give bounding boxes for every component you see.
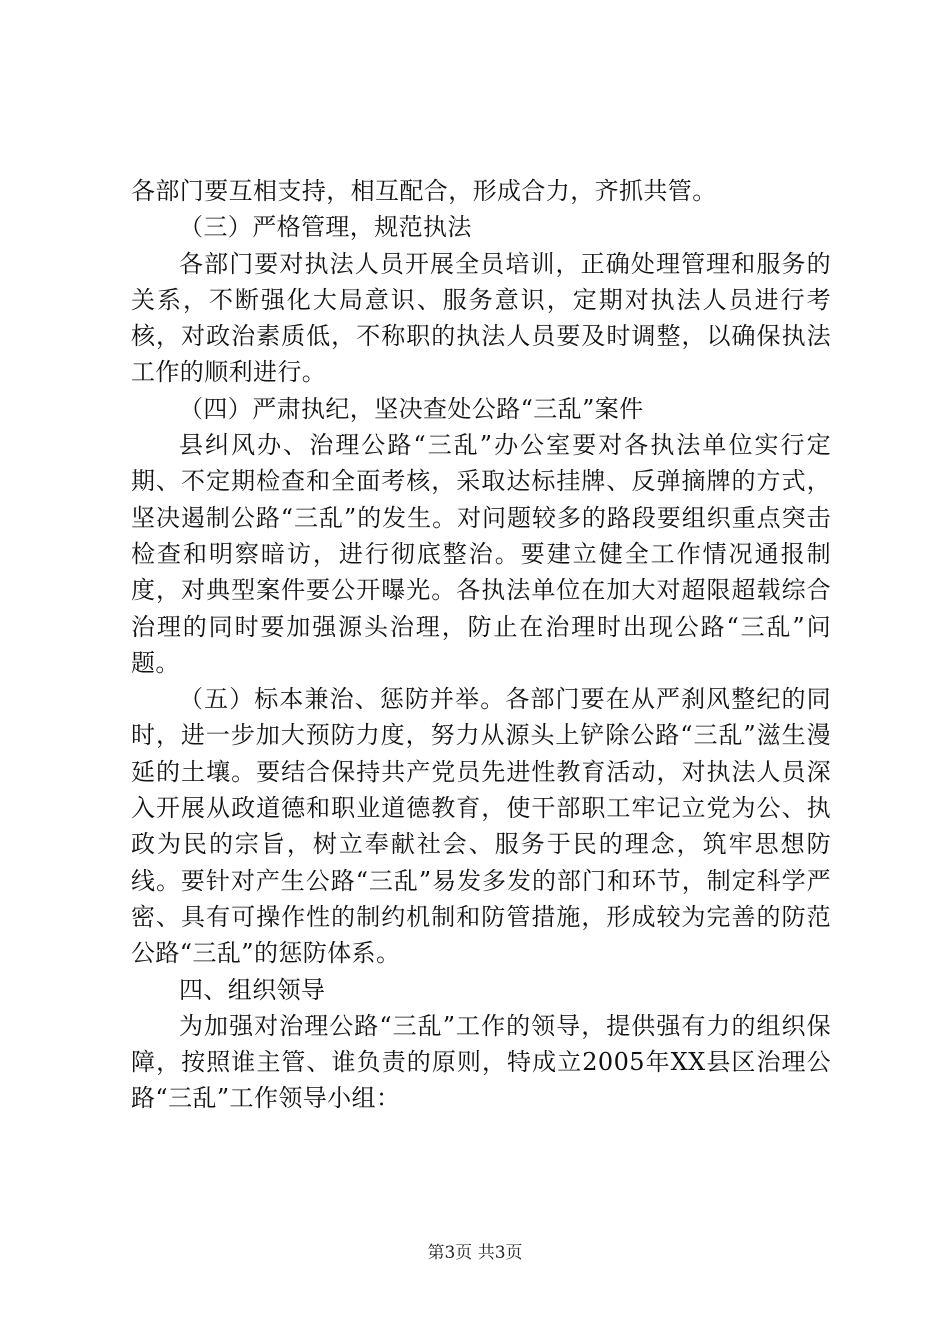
document-body (131, 173, 831, 1117)
section-heading-discipline: （四）严肃执纪，坚决查处公路“三乱”案件 (179, 394, 644, 423)
section-heading-organization: 四、组织领导 (179, 975, 326, 1004)
paragraph-inspection: 县纠风办、治理公路“三乱”办公室要对各执法单位实行定期、不定期检查和全面考核，采取达标挂牌、反弹摘牌的方式，坚决遏制公路“三乱”的发生。对问题较多的路段要组织重点突击检查和明察暗访，进行彻底整治。要建立健全工作情况通报制度，对典型案件要公开曝光。各执法单位在加大对超限超载综合治理的同时要加强源头治理，防止在治理时出现公路“三乱”问题。 (131, 431, 831, 677)
paragraph-continuation: 各部门要互相支持，相互配合，形成合力，齐抓共管。 (131, 177, 717, 205)
paragraph-training: 各部门要对执法人员开展全员培训，正确处理管理和服务的关系，不断强化大局意识、服务意识，定期对执法人员进行考核，对政治素质低，不称职的执法人员要及时调整，以确保执法工作的顺利进行。 (131, 249, 831, 387)
page-number-footer: 第3页 共3页 (427, 1243, 523, 1263)
paragraph-prevention: （五）标本兼治、惩防并举。各部门要在从严刹风整纪的同时，进一步加大预防力度，努力从源头上铲除公路“三乱”滋生漫延的土壤。要结合保持共产党员先进性教育活动，对执法人员深入开展从政道德和职业道德教育，使干部职工牢记立党为公、执政为民的宗旨，树立奉献社会、服务于民的理念，筑牢思想防线。要针对产生公路“三乱”易发多发的部门和环节，制定科学严密、具有可操作性的制约机制和防管措施，形成较为完善的防范公路“三乱”的惩防体系。 (131, 685, 831, 968)
paragraph-leadership-group: 为加强对治理公路“三乱”工作的领导，提供强有力的组织保障，按照谁主管、谁负责的原则，特成立2005年XX县区治理公路“三乱”工作领导小组： (131, 1011, 831, 1113)
section-heading-strict-management: （三）严格管理，规范执法 (179, 213, 472, 242)
